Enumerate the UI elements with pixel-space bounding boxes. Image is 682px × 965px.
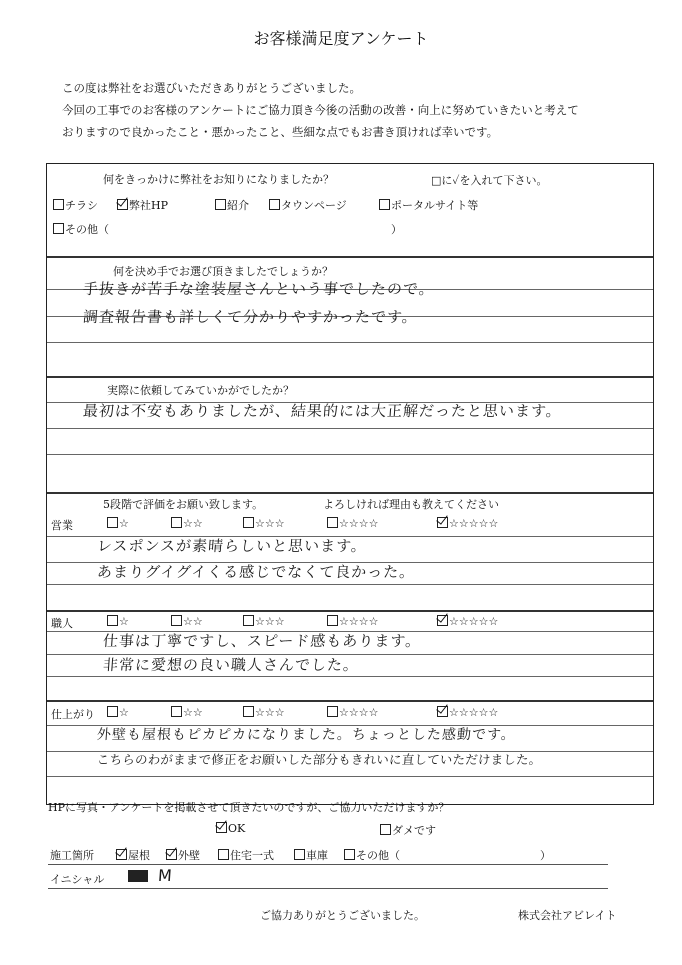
checkbox[interactable] bbox=[171, 706, 182, 717]
q3-question: 実際に依頼してみていかがでしたか？ bbox=[107, 384, 294, 397]
location-garage[interactable]: 車庫 bbox=[294, 847, 328, 863]
intro-line-2: 今回の工事でのお客様のアンケートにご協力頂き今後の活動の改善・向上に努めていきたいと考えて bbox=[62, 103, 579, 117]
location-roof[interactable]: 屋根 bbox=[116, 847, 150, 863]
checkbox-checked[interactable] bbox=[437, 517, 448, 528]
checkbox[interactable] bbox=[327, 615, 338, 626]
q1-question: 何をきっかけに弊社をお知りになりましたか？ bbox=[103, 173, 334, 186]
location-label: 施工箇所 bbox=[50, 849, 94, 862]
location-whole-house[interactable]: 住宅一式 bbox=[218, 847, 274, 863]
q3-answer-line-1: 最初は不安もありましたが、結果的には大正解だったと思います。 bbox=[82, 402, 563, 420]
intro-line-3: おりますので良かったこと・悪かったこと、些細な点でもお書き頂ければ幸いです。 bbox=[62, 125, 499, 139]
craftsman-answer-line-2: 非常に愛想の良い職人さんでした。 bbox=[102, 656, 360, 674]
ruled-line bbox=[47, 428, 653, 429]
checkbox[interactable] bbox=[53, 223, 64, 234]
checkbox[interactable] bbox=[243, 706, 254, 717]
q1-option-homepage[interactable]: 弊社HP bbox=[117, 197, 168, 213]
checkbox[interactable] bbox=[107, 706, 118, 717]
redaction-mark bbox=[128, 870, 148, 882]
rating-sales-5[interactable]: ☆☆☆☆☆ bbox=[437, 517, 498, 530]
rating-sales-1[interactable]: ☆ bbox=[107, 517, 129, 530]
ruled-line bbox=[47, 676, 653, 677]
section-divider bbox=[47, 700, 653, 702]
location-wall[interactable]: 外壁 bbox=[166, 847, 200, 863]
rating-finish-3[interactable]: ☆☆☆ bbox=[243, 706, 285, 719]
checkbox[interactable] bbox=[269, 199, 280, 210]
rating-finish-4[interactable]: ☆☆☆☆ bbox=[327, 706, 378, 719]
rating-craftsman-4[interactable]: ☆☆☆☆ bbox=[327, 615, 378, 628]
rating-finish-1[interactable]: ☆ bbox=[107, 706, 129, 719]
checkbox-checked[interactable] bbox=[437, 706, 448, 717]
rating-heading: 5段階で評価をお願い致します。 bbox=[103, 498, 264, 511]
sales-answer-line-1: レスポンスが素晴らしいと思います。 bbox=[96, 537, 368, 555]
company-name: 株式会社アビレイト bbox=[518, 909, 617, 922]
q2-answer-line-2: 調査報告書も詳しくて分かりやすかったです。 bbox=[82, 308, 419, 326]
checkbox[interactable] bbox=[243, 615, 254, 626]
checkbox[interactable] bbox=[215, 199, 226, 210]
publish-question: HPに写真・アンケートを掲載させて頂きたいのですが、ご協力いただけますか？ bbox=[48, 801, 450, 814]
section-divider bbox=[47, 376, 653, 378]
checkbox-checked[interactable] bbox=[166, 849, 177, 860]
checkbox-checked[interactable] bbox=[116, 849, 127, 860]
q1-option-other[interactable]: その他（ bbox=[53, 221, 109, 237]
rating-category-sales: 営業 bbox=[51, 519, 73, 532]
checkbox[interactable] bbox=[107, 517, 118, 528]
checkbox[interactable] bbox=[294, 849, 305, 860]
checkbox[interactable] bbox=[380, 824, 391, 835]
publish-ng[interactable]: ダメです bbox=[380, 822, 436, 838]
initial-underline bbox=[48, 888, 608, 889]
location-underline bbox=[48, 864, 608, 865]
craftsman-answer-line-1: 仕事は丁寧ですし、スピード感もあります。 bbox=[102, 632, 422, 650]
location-other[interactable]: その他（ bbox=[344, 847, 400, 863]
q2-answer-line-1: 手抜きが苦手な塗装屋さんという事でしたので。 bbox=[82, 280, 436, 298]
rating-sales-4[interactable]: ☆☆☆☆ bbox=[327, 517, 378, 530]
thanks-text: ご協力ありがとうございました。 bbox=[260, 909, 425, 922]
section-divider bbox=[47, 610, 653, 612]
rating-finish-5[interactable]: ☆☆☆☆☆ bbox=[437, 706, 498, 719]
finish-answer-line-1: 外壁も屋根もピカピカになりました。ちょっとした感動です。 bbox=[96, 727, 517, 743]
rating-sales-3[interactable]: ☆☆☆ bbox=[243, 517, 285, 530]
location-other-close: ） bbox=[540, 849, 551, 862]
rating-category-finish: 仕上がり bbox=[51, 708, 95, 721]
checkbox[interactable] bbox=[327, 706, 338, 717]
ruled-line bbox=[47, 454, 653, 455]
rating-subheading: よろしければ理由も教えてください bbox=[323, 498, 499, 511]
survey-form bbox=[46, 163, 654, 805]
checkbox[interactable] bbox=[344, 849, 355, 860]
page-title: お客様満足度アンケート bbox=[253, 29, 429, 48]
intro-line-1: この度は弊社をお選びいただきありがとうございました。 bbox=[62, 81, 361, 95]
checkbox-checked[interactable] bbox=[117, 199, 128, 210]
checkbox[interactable] bbox=[327, 517, 338, 528]
initial-label: イニシャル bbox=[50, 873, 105, 886]
q1-option-flyer[interactable]: チラシ bbox=[53, 197, 98, 213]
checkbox[interactable] bbox=[379, 199, 390, 210]
checkbox[interactable] bbox=[171, 615, 182, 626]
publish-ok[interactable]: OK bbox=[216, 822, 245, 835]
checkbox[interactable] bbox=[171, 517, 182, 528]
q1-other-close: ） bbox=[391, 223, 402, 236]
checkbox[interactable] bbox=[218, 849, 229, 860]
sales-answer-line-2: あまりグイグイくる感じでなくて良かった。 bbox=[96, 563, 416, 581]
rating-category-craftsman: 職人 bbox=[51, 617, 73, 630]
rating-craftsman-1[interactable]: ☆ bbox=[107, 615, 129, 628]
section-divider bbox=[47, 492, 653, 494]
checkbox[interactable] bbox=[53, 199, 64, 210]
q1-option-portal[interactable]: ポータルサイト等 bbox=[379, 197, 478, 213]
q2-question: 何を決め手でお選び頂きましたでしょうか？ bbox=[113, 265, 333, 278]
initial-value: M bbox=[157, 866, 174, 885]
rating-finish-2[interactable]: ☆☆ bbox=[171, 706, 203, 719]
rating-craftsman-5[interactable]: ☆☆☆☆☆ bbox=[437, 615, 498, 628]
checkbox-checked[interactable] bbox=[437, 615, 448, 626]
q1-note: □に✓を入れて下さい。 bbox=[431, 174, 548, 187]
rating-craftsman-3[interactable]: ☆☆☆ bbox=[243, 615, 285, 628]
finish-answer-line-2: こちらのわがままで修正をお願いした部分もきれいに直していただけました。 bbox=[96, 752, 543, 767]
checkbox[interactable] bbox=[107, 615, 118, 626]
ruled-line bbox=[47, 342, 653, 343]
rating-sales-2[interactable]: ☆☆ bbox=[171, 517, 203, 530]
rating-craftsman-2[interactable]: ☆☆ bbox=[171, 615, 203, 628]
ruled-line bbox=[47, 584, 653, 585]
checkbox-checked[interactable] bbox=[216, 822, 227, 833]
ruled-line bbox=[47, 776, 653, 777]
section-divider bbox=[47, 256, 653, 258]
q1-option-townpage[interactable]: タウンページ bbox=[269, 197, 347, 213]
q1-option-referral[interactable]: 紹介 bbox=[215, 197, 249, 213]
checkbox[interactable] bbox=[243, 517, 254, 528]
